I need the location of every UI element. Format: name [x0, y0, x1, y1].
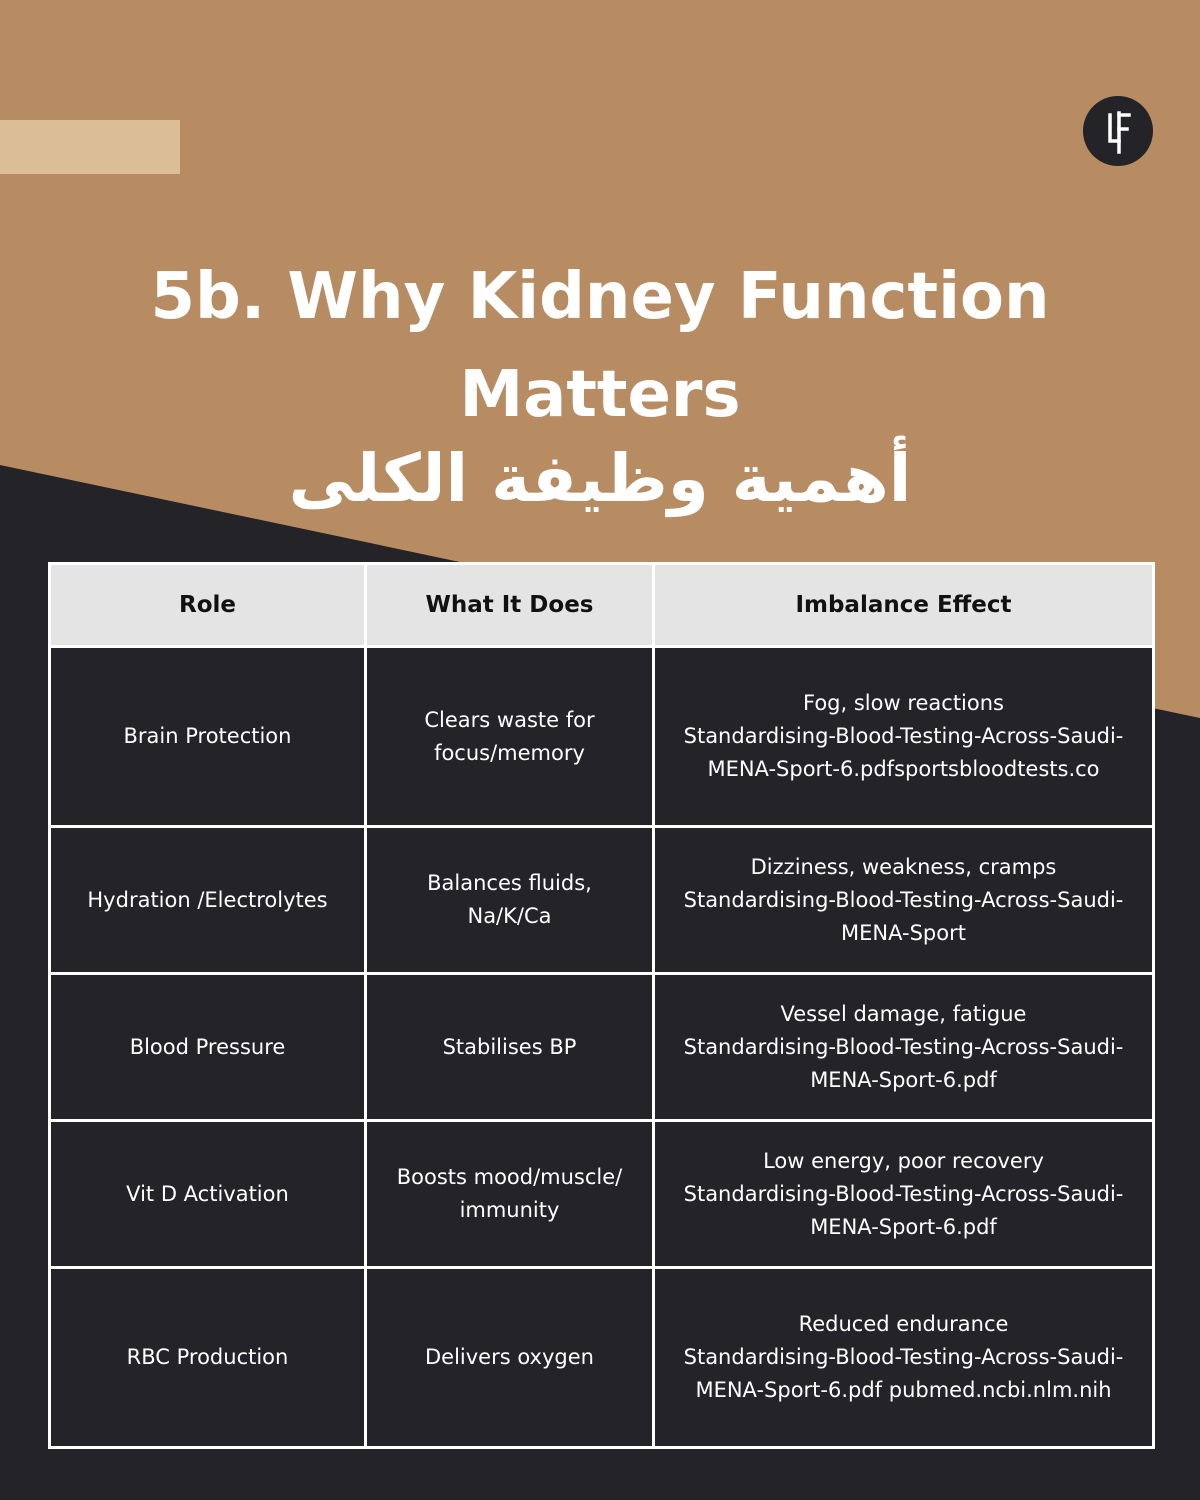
imbalance-effect-cell: [654, 1268, 1154, 1448]
imbalance-effect-cell: [654, 974, 1154, 1121]
effect-text: Vessel damage, fatigue: [780, 1001, 1027, 1026]
column-header-role: Role: [50, 564, 366, 647]
role-cell: Brain Protection: [50, 647, 366, 827]
table-row: [50, 647, 1154, 827]
source-text: Standardising-Blood-Testing-Across-Saudi-MENA-Sport-6.pdf pubmed.ncbi.nlm.nih: [683, 1345, 1124, 1402]
page-title-arabic: أهمية وظيفة الكلى: [288, 440, 912, 517]
kidney-function-table: [48, 562, 1155, 1449]
source-text: Standardising-Blood-Testing-Across-Saudi-MENA-Sport-6.pdf: [683, 1034, 1124, 1092]
accent-bar: [0, 120, 180, 174]
page-title: 5b. Why Kidney Function Matters: [150, 260, 1050, 432]
logo: [1083, 96, 1153, 166]
column-header-imbalance-effect: Imbalance Effect: [654, 564, 1154, 647]
what-it-does-cell: Delivers oxygen: [366, 1268, 654, 1448]
role-cell: RBC Production: [50, 1268, 366, 1448]
role-cell: Vit D Activation: [50, 1121, 366, 1268]
source-text: Standardising-Blood-Testing-Across-Saudi-MENA-Sport-6.pdfsportsbloodtests.co: [683, 724, 1124, 781]
effect-text: Fog, slow reactions: [802, 691, 1004, 715]
effect-text: Reduced endurance: [798, 1312, 1009, 1336]
table-row: [50, 1121, 1154, 1268]
role-cell: Blood Pressure: [50, 974, 366, 1121]
table-header-row: [50, 564, 1154, 647]
what-it-does-cell: Stabilises BP: [366, 974, 654, 1121]
what-it-does-cell: Clears waste for focus/memory: [366, 647, 654, 827]
imbalance-effect-cell: [654, 1121, 1154, 1268]
what-it-does-cell: Boosts mood/muscle/ immunity: [366, 1121, 654, 1268]
lf-monogram-icon: [1083, 96, 1153, 166]
role-cell: Hydration /Electrolytes: [50, 827, 366, 974]
imbalance-effect-cell: [654, 647, 1154, 827]
source-text: Standardising-Blood-Testing-Across-Saudi-MENA-Sport-6.pdf: [683, 1181, 1124, 1239]
table-row: [50, 827, 1154, 974]
table-row: [50, 974, 1154, 1121]
effect-text: Low energy, poor recovery: [763, 1148, 1044, 1173]
what-it-does-cell: Balances fluids, Na/K/Ca: [366, 827, 654, 974]
source-text: Standardising-Blood-Testing-Across-Saudi-MENA-Sport: [683, 887, 1124, 945]
column-header-what-it-does: What It Does: [366, 564, 654, 647]
effect-text: Dizziness, weakness, cramps: [750, 854, 1057, 879]
table-row: [50, 1268, 1154, 1448]
imbalance-effect-cell: [654, 827, 1154, 974]
